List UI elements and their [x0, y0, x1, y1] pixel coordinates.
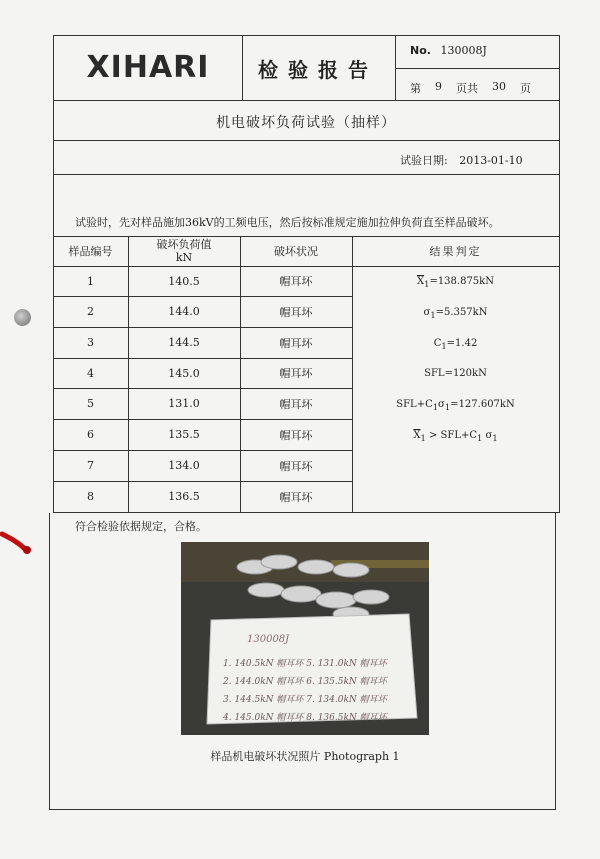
result-judgement — [352, 266, 559, 512]
sfl-plus-c-sigma: $SFL+C_1\sigma_1=127.607kN$ — [396, 399, 515, 412]
table-cell: 1 — [87, 274, 94, 288]
table-cell: 136.5 — [168, 490, 200, 503]
sfl-value: SFL=120kN — [424, 368, 487, 379]
table-cell: 144.0 — [168, 305, 200, 318]
table-cell: 帽耳坏 — [279, 336, 313, 350]
table-cell: 7 — [87, 459, 94, 472]
table-cell: 6 — [87, 428, 94, 441]
board-line: 2. 144.0kN 帽耳坏 6. 135.5kN 帽耳坏 — [223, 677, 387, 687]
table-cell: 5 — [87, 397, 94, 410]
page-indicator: 第 9 页共 30 页 — [410, 80, 531, 95]
table-cell: 3 — [87, 336, 94, 349]
company-logo: XIHARI — [86, 50, 210, 85]
table-cell: 8 — [87, 490, 94, 503]
table-cell: 135.5 — [168, 428, 200, 441]
header-result: 结果判定 — [429, 245, 482, 258]
table-cell: 帽耳坏 — [279, 367, 313, 380]
board-line: 1. 140.5kN 帽耳坏 5. 131.0kN 帽耳坏 — [223, 659, 387, 669]
binding-string — [0, 530, 34, 556]
section-title: 机电破坏负荷试验（抽样） — [216, 115, 396, 131]
table-cell: 帽耳坏 — [279, 459, 313, 473]
table-cell: 2 — [87, 305, 94, 318]
mean-load: $\overline{X}_1=138.875kN$ — [417, 276, 494, 289]
table-cell: 131.0 — [168, 397, 200, 410]
std-deviation: $\sigma_1=5.357kN$ — [423, 307, 488, 320]
conclusion: 符合检验依据规定，合格。 — [75, 520, 207, 533]
table-cell: 145.0 — [168, 366, 200, 380]
table-cell: 4 — [87, 366, 94, 380]
comparison-result: $\overline{X}_1 > SFL+C_1$ $\sigma_1$ — [413, 430, 498, 443]
table-cell: 帽耳坏 — [279, 428, 313, 442]
board-line: 3. 144.5kN 帽耳坏 7. 134.0kN 帽耳坏 — [223, 695, 387, 705]
photo-caption: 样品机电破坏状况照片 Photograph 1 — [210, 750, 400, 763]
test-description: 试验时，先对样品施加36kV的工频电压，然后按标准规定施加拉伸负荷直至样品破坏。 — [75, 216, 500, 229]
sample-photograph — [181, 542, 429, 735]
table-cell: 140.5 — [168, 274, 200, 288]
board-title: 130008J — [247, 634, 290, 645]
table-cell: 帽耳坏 — [279, 490, 313, 504]
table-cell: 134.0 — [168, 459, 200, 472]
report-title: 检验报告 — [258, 58, 378, 82]
table-cell: 帽耳坏 — [279, 275, 313, 288]
punch-hole — [14, 309, 31, 326]
table-cell: 帽耳坏 — [279, 397, 313, 411]
table-cell: 144.5 — [168, 336, 200, 349]
report-number: No. 130008J — [410, 44, 487, 57]
board-line: 4. 145.0kN 帽耳坏 8. 136.5kN 帽耳坏 — [223, 713, 387, 723]
test-date: 试验日期: 2013-01-10 — [400, 154, 523, 167]
coefficient: $C_1=1.42$ — [433, 338, 478, 351]
header-failure-mode: 破坏状况 — [274, 245, 318, 258]
insulator-photo-illustration — [181, 542, 429, 735]
header-failing-load: 破坏负荷值 kN — [156, 238, 212, 264]
table-cell: 帽耳坏 — [279, 305, 313, 319]
header-sample-no: 样品编号 — [68, 245, 113, 258]
